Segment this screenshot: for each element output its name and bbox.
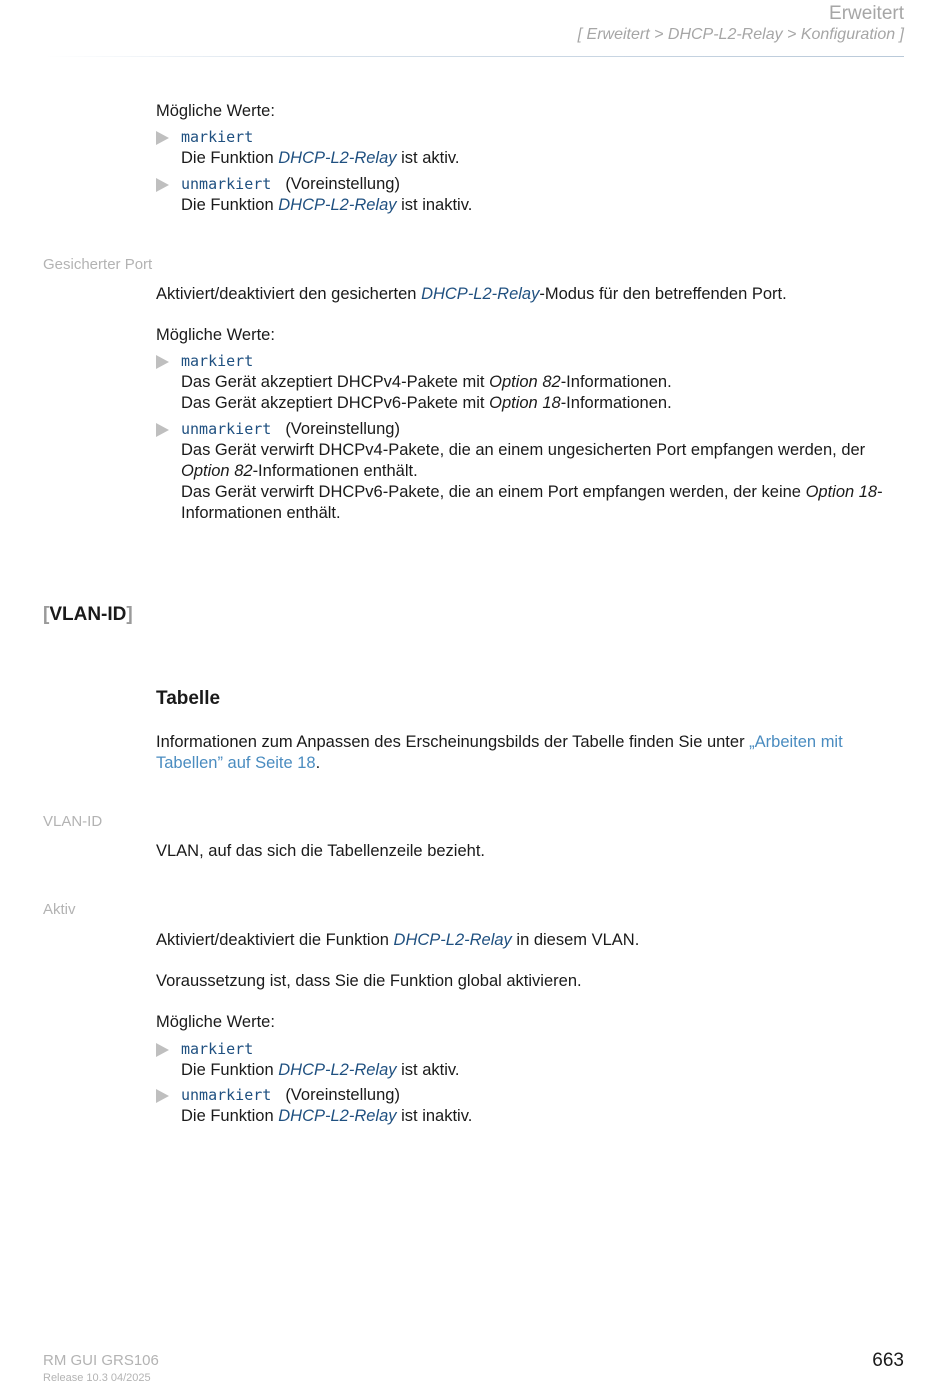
bullet-triangle-icon xyxy=(156,355,169,369)
value-code: unmarkiert xyxy=(181,1086,272,1104)
page-number: 663 xyxy=(872,1350,904,1371)
default-note: (Voreinstellung) xyxy=(285,420,400,438)
section-heading: [VLAN-ID] xyxy=(43,604,133,625)
table-heading: Tabelle xyxy=(156,688,221,709)
param-label-aktiv: Aktiv xyxy=(43,901,76,918)
bullet-triangle-icon xyxy=(156,1089,169,1103)
cross-reference: DHCP-L2-Relay xyxy=(278,1107,397,1125)
bullet-triangle-icon xyxy=(156,423,169,437)
header-breadcrumb: [ Erweitert > DHCP-L2-Relay > Konfiguration ] xyxy=(577,26,904,43)
param-label-secured-port: Gesicherter Port xyxy=(43,256,153,273)
value-code: unmarkiert xyxy=(181,420,272,438)
cross-reference: DHCP-L2-Relay xyxy=(278,149,397,167)
cross-reference: DHCP-L2-Relay xyxy=(278,196,397,214)
bullet-triangle-icon xyxy=(156,178,169,192)
table-info-paragraph: Informationen zum Anpassen des Erscheinungsbilds der Tabelle finden Sie unter „Arbeiten mit Tabellen” auf Seite 18. xyxy=(156,733,843,772)
header-divider xyxy=(46,56,904,57)
cross-reference: DHCP-L2-Relay xyxy=(278,1061,397,1079)
value-item-unmarked: unmarkiert (Voreinstellung) Die Funktion DHCP-L2-Relay ist inaktiv. xyxy=(156,1085,906,1127)
possible-values-intro: Mögliche Werte: xyxy=(156,102,275,120)
possible-values-intro: Mögliche Werte: xyxy=(156,326,275,344)
aktiv-prerequisite: Voraussetzung ist, dass Sie die Funktion global aktivieren. xyxy=(156,972,582,990)
secured-port-description: Aktiviert/deaktiviert den gesicherten DHCP-L2-Relay-Modus für den betreffenden Port. xyxy=(156,285,787,303)
value-code: markiert xyxy=(181,352,254,370)
value-code: markiert xyxy=(181,1040,254,1058)
value-item-marked: markiert Die Funktion DHCP-L2-Relay ist aktiv. xyxy=(156,1039,906,1081)
param-label-vlan-id: VLAN-ID xyxy=(43,813,103,830)
default-note: (Voreinstellung) xyxy=(285,175,400,193)
value-code: markiert xyxy=(181,128,254,146)
value-item-unmarked: unmarkiert (Voreinstellung) Die Funktion DHCP-L2-Relay ist inaktiv. xyxy=(156,174,906,216)
cross-reference: DHCP-L2-Relay xyxy=(393,931,512,949)
vlan-id-description: VLAN, auf das sich die Tabellenzeile bezieht. xyxy=(156,842,485,860)
value-item-unmarked: unmarkiert (Voreinstellung) Das Gerät verwirft DHCPv4-Pakete, die an einem ungesicherten Port empfangen werden, der Option 82-Informationen enthält. Das Gerät verwirft DHCPv6-Pakete, die an einem Port empfangen werden, der keine Option 18-Informationen enthält. xyxy=(156,419,906,524)
aktiv-description: Aktiviert/deaktiviert die Funktion DHCP-L2-Relay in diesem VLAN. xyxy=(156,931,640,949)
value-code: unmarkiert xyxy=(181,175,272,193)
footer-document-name: RM GUI GRS106 xyxy=(43,1352,159,1369)
value-item-marked: markiert Das Gerät akzeptiert DHCPv4-Pakete mit Option 82-Informationen. Das Gerät akzeptiert DHCPv6-Pakete mit Option 18-Informationen. xyxy=(156,351,906,414)
bullet-triangle-icon xyxy=(156,131,169,145)
cross-reference: DHCP-L2-Relay xyxy=(421,285,540,303)
default-note: (Voreinstellung) xyxy=(285,1086,400,1104)
footer-release: Release 10.3 04/2025 xyxy=(43,1372,151,1384)
possible-values-intro: Mögliche Werte: xyxy=(156,1013,275,1031)
bullet-triangle-icon xyxy=(156,1043,169,1057)
header-chapter-title: Erweitert xyxy=(829,3,904,24)
table-help-link[interactable]: „Arbeiten mit Tabellen” auf Seite 18 xyxy=(156,733,843,772)
value-item-marked: markiert Die Funktion DHCP-L2-Relay ist aktiv. xyxy=(156,127,906,169)
